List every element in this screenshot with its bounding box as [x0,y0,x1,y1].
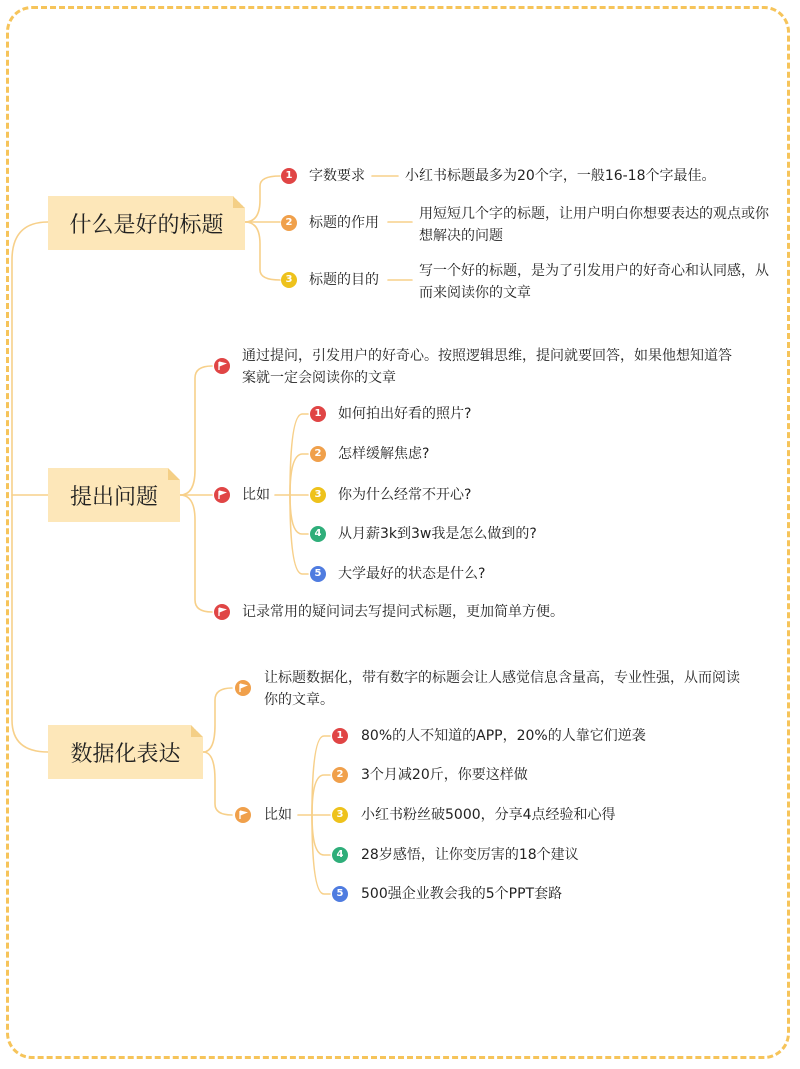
number-3-icon: 3 [332,807,348,823]
item-description: 小红书标题最多为20个字，一般16-18个字最佳。 [405,168,716,184]
example-text: 大学最好的状态是什么? [338,566,486,582]
example-text: 如何拍出好看的照片? [338,406,472,422]
example-text: 3个月减20斤，你要这样做 [361,767,528,783]
example-text: 你为什么经常不开心? [338,487,472,503]
item-label: 字数要求 [309,168,365,184]
point-text: 比如 [242,487,270,503]
number-3-icon: 3 [310,487,326,503]
flag-icon [235,680,251,696]
point-text: 记录常用的疑问词去写提问式标题，更加简单方便。 [242,604,564,620]
point-text: 比如 [264,807,292,823]
number-4-icon: 4 [310,526,326,542]
item-description: 写一个好的标题，是为了引发用户的好奇心和认同感，从而来阅读你的文章 [419,263,769,301]
number-5-icon: 5 [310,566,326,582]
example-text: 从月薪3k到3w我是怎么做到的? [338,526,537,542]
topic-good-title [48,196,245,250]
flag-icon [214,358,230,374]
point-text: 通过提问，引发用户的好奇心。按照逻辑思维，提问就要回答，如果他想知道答案就一定会阅读你的文章 [242,348,732,386]
point-text: 让标题数据化，带有数字的标题会让人感觉信息含量高，专业性强，从而阅读你的文章。 [264,670,740,708]
example-text: 小红书粉丝破5000，分享4点经验和心得 [361,807,616,823]
number-1-icon: 1 [332,728,348,744]
number-1-icon: 1 [310,406,326,422]
item-label: 标题的目的 [309,272,379,288]
number-3-icon: 3 [281,272,297,288]
example-text: 500强企业教会我的5个PPT套路 [361,886,563,902]
topic-title: 提出问题 [69,484,158,510]
example-text: 怎样缓解焦虑? [338,446,430,462]
topic-title: 什么是好的标题 [69,212,224,238]
number-2-icon: 2 [310,446,326,462]
flag-icon [214,487,230,503]
flag-icon [214,604,230,620]
item-label: 标题的作用 [309,215,379,231]
flag-icon [235,807,251,823]
number-5-icon: 5 [332,886,348,902]
example-text: 80%的人不知道的APP，20%的人靠它们逆袭 [361,728,646,744]
number-2-icon: 2 [332,767,348,783]
topic-data-expression [48,725,203,779]
topic-title: 数据化表达 [70,741,181,767]
number-4-icon: 4 [332,847,348,863]
topic-ask-question [48,468,180,522]
item-description: 用短短几个字的标题，让用户明白你想要表达的观点或你想解决的问题 [419,206,769,244]
example-text: 28岁感悟，让你变厉害的18个建议 [361,847,579,863]
number-2-icon: 2 [281,215,297,231]
number-1-icon: 1 [281,168,297,184]
